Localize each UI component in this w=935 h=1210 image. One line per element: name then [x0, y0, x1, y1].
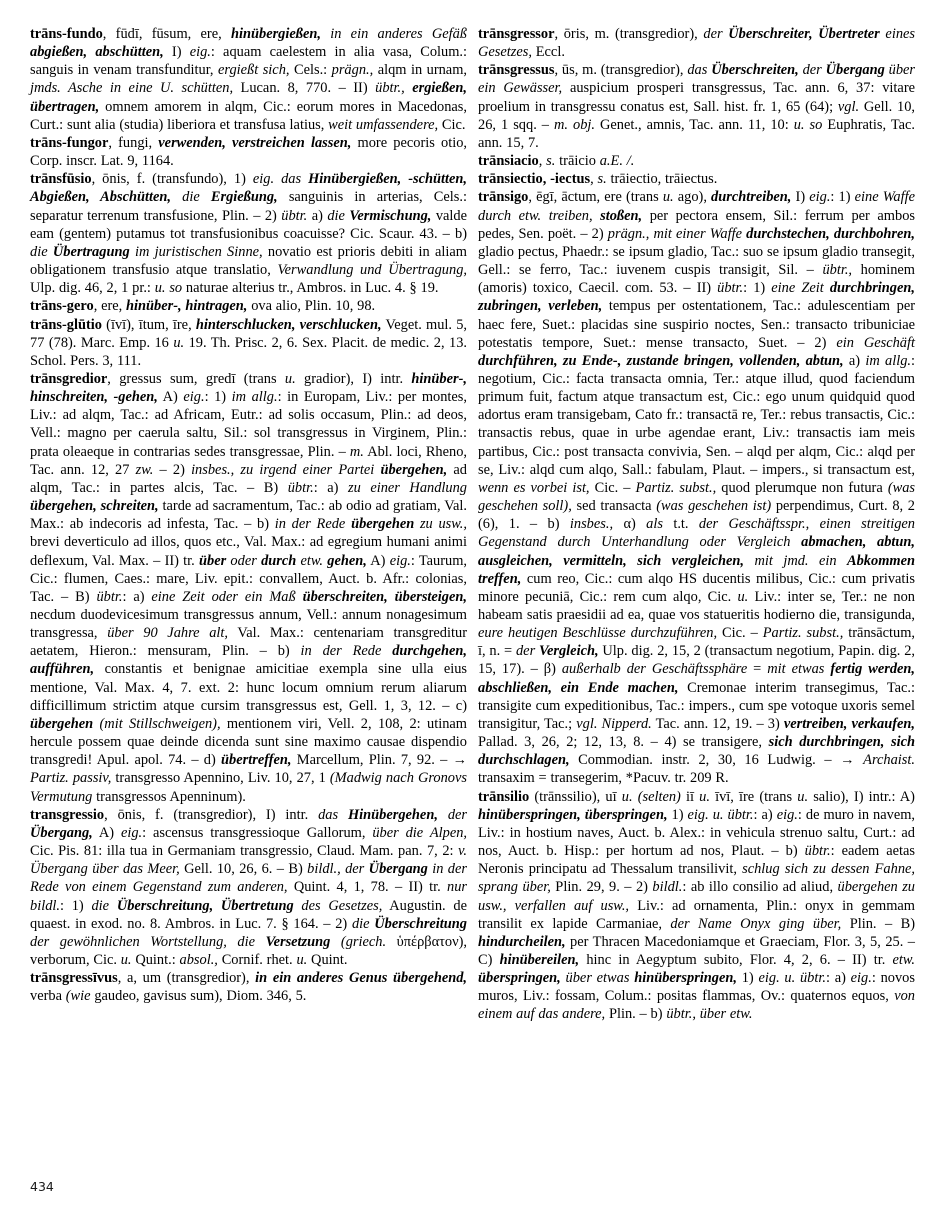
text-run: Plin. 29, 9. – 2)	[550, 879, 653, 896]
text-run: , fungi,	[108, 134, 159, 151]
headword: trānsgressīvus	[30, 970, 118, 987]
text-run: verwenden, verstreichen lassen,	[158, 134, 352, 151]
text-run: über etwas	[560, 970, 635, 987]
text-run: Cic. –	[717, 625, 763, 642]
text-run: quod plerumque non futura	[716, 479, 888, 496]
dictionary-entry-transiacio	[478, 152, 915, 170]
text-run: (was geschehen soll),	[478, 479, 919, 515]
text-run: Cic. Pis. 81: illa tua in Germaniam transgressio, Claud. Mam. pan. 7, 2:	[30, 824, 471, 860]
text-run: in der Rede	[274, 516, 352, 533]
headword: trānsilio	[478, 788, 530, 805]
text-run: u.	[737, 588, 749, 605]
text-run: : novos muros, Liv.: fossam, Colum.: positas flammas, Ov.: quaternos equos,	[478, 970, 919, 1005]
text-run: Augustin. de quaest. in exod. no. 8. Ambros. in Luc. 7. § 164. – 2)	[30, 897, 471, 932]
text-run: prägn.,	[331, 62, 374, 79]
text-run: , fūdī, fūsum, ere,	[102, 26, 231, 42]
text-run: übergehen zu usw., verfallen auf usw.,	[478, 879, 919, 914]
text-run: naturae alterius tr., Ambros. in Luc. 4. § 19.	[182, 280, 439, 297]
text-run: ad alqm, Tac.: in partes alcis, Tac. – B)	[30, 461, 471, 496]
text-run: durchführen, zu Ende-, zustande bringen, vollenden, abtun,	[478, 352, 844, 369]
text-run: hinüberspringen, überspringen,	[478, 806, 668, 823]
text-run: α)	[613, 516, 647, 533]
text-run: brevi deverticulo ad illos, quos etc., Val. Max.: ad egregium humani animi deflexum, Val. Max. – II) tr.	[30, 516, 471, 569]
text-run: , ūs, m. (transgredior),	[554, 62, 688, 79]
text-run: : eadem aetas Neronis principatu ad Thessalum transilivit,	[478, 843, 919, 878]
text-run: Ulp. dig. 46, 2, 1 pr.:	[30, 262, 471, 297]
text-run: 1)	[667, 806, 688, 823]
text-run: trānsāctum, ī, n. =	[478, 625, 919, 660]
text-run: a)	[307, 207, 328, 224]
text-run: Plin. – b)	[605, 1006, 667, 1023]
text-run: ova alio, Plin. 10, 98.	[247, 298, 376, 315]
text-run: insbes.,	[569, 516, 614, 533]
dictionary-entry-transgredior	[30, 370, 471, 806]
text-run: Gell. 10, 26, 1 sqq. –	[478, 98, 919, 133]
text-run: überschreiten, übersteigen,	[302, 588, 467, 605]
text-run: eig. u. übtr.	[758, 970, 826, 987]
dictionary-entry-trans-fundo	[30, 25, 471, 134]
text-run: übtr.	[804, 843, 831, 860]
text-run: Partiz. subst.,	[635, 479, 717, 496]
text-run: zw.	[135, 461, 154, 478]
text-run: eine Waffe durch etw. treiben,	[478, 189, 919, 224]
text-run: zu usw.,	[414, 516, 468, 533]
text-run: salio), I) intr.: A)	[808, 788, 919, 805]
dictionary-entry-transgressio	[30, 806, 471, 969]
text-run: verba	[30, 970, 471, 1005]
text-run: hinüber-, hinschreiten, -gehen,	[30, 370, 471, 406]
text-run: (īvī), ītum, īre,	[101, 316, 196, 333]
text-run: übergehen	[30, 715, 94, 732]
text-run: trāicio	[555, 153, 600, 170]
text-run: vgl. Nipperd.	[576, 715, 652, 732]
text-run: eine Zeit oder ein Maß	[151, 588, 303, 605]
text-run: fertig werden, abschließen, ein Ende machen,	[478, 661, 919, 696]
dictionary-entry-trans-gero	[30, 297, 467, 315]
text-run: eig.	[850, 970, 872, 987]
text-run: Tac. ann. 12, 19. – 3)	[651, 715, 784, 732]
text-run: : 1)	[830, 189, 855, 206]
text-run: nur bildl.	[30, 879, 471, 914]
text-run: A)	[157, 389, 184, 406]
text-run: außerhalb der Geschäftssphäre	[561, 661, 748, 678]
text-run: als	[646, 516, 663, 533]
text-run: : 1)	[204, 389, 232, 406]
text-run: Plin. – B)	[841, 915, 919, 932]
text-run: schlug sich zu dessen Fahne, sprang über,	[478, 861, 919, 896]
text-run: v. Übergang über das Meer,	[30, 843, 471, 878]
text-run: eig.	[120, 824, 143, 841]
text-run: übtr.	[717, 280, 744, 297]
text-run: : negotium, Cic.: facta transacta omnia, Ter.: atque illud, quod faciendum primum fuit, factum atque transactum est, Cic.: ego unum quidquid quod adortus eram transigebam, Cato fr.: transactā re, Ter.: rebus transactis, Cic.: transactis rebus, quae in urbe agendae erant, Liv.: transactis iam meis partibus, Cic.: post transacta convivia, Sen. – alqd per alqm, Cic.: alqd per se, Liv.: alqd cum alqo, Sall.: fabulam, Plaut. – impers., si transactum est,	[478, 352, 919, 478]
text-run: Eccl.	[531, 44, 565, 61]
text-run: übtr.	[96, 588, 123, 605]
text-run: : a)	[753, 806, 777, 823]
text-run: , ōris, m. (transgredior),	[554, 26, 704, 42]
text-run: gladio pectus, Phaedr.: se ipsum gladio, Tac.: suo se ipsum gladio transegit, Gell.: se ferro, Tac.: iuvenem cuspis transigit, Sil. –	[478, 225, 919, 279]
text-run: (trānssilio), uī	[529, 788, 622, 805]
text-run: , gressus sum, gredī (trans	[107, 370, 285, 387]
text-run: abgießen, abschütten,	[30, 44, 164, 61]
text-run: Cornif. rhet.	[217, 951, 297, 968]
text-run: cum reo, Cic.: cum alqo HS ducentis milibus, Cic.: cum privatis minore pecuniā, Cic.: rem cum alqo, Cic.	[478, 570, 919, 605]
right-column	[478, 25, 919, 1024]
text-run: Marcellum, Plin. 7, 92. – →	[291, 752, 471, 769]
text-run: der	[798, 62, 826, 79]
dictionary-entry-transfusio	[30, 170, 471, 297]
headword: trānsiectio, -iectus	[478, 171, 591, 188]
text-run: der Name Onyx ging über,	[670, 915, 842, 932]
text-run: Ulp. dig. 2, 15, 2 (transactum negotium, Papin. dig. 2, 15, 17). – β)	[478, 643, 919, 678]
text-run: Veget. mul. 5, 77 (78). Marc. Emp. 16	[30, 316, 471, 351]
text-run: Val. Max.: centenariam transgreditur aetatem, Hieron.: mensuram, Plin. – b)	[30, 625, 471, 660]
headword: trāns-gero	[30, 298, 94, 315]
text-run: Übergang	[825, 62, 885, 79]
text-run: hinüberspringen,	[634, 970, 737, 987]
text-run: der	[703, 26, 729, 42]
headword: transgressio	[30, 806, 105, 823]
text-run: (griech.	[330, 933, 387, 950]
dictionary-entry-transigo	[478, 188, 919, 787]
text-run: īvī, īre (trans	[709, 788, 798, 805]
headword: trānsgressor	[478, 26, 555, 42]
text-run: transaxim = transegerim, *Pacuv. tr. 209 R.	[478, 752, 919, 787]
text-run: eig. u. übtr.	[687, 806, 754, 823]
text-run: (Madwig nach Gronovs Vermutung	[30, 770, 471, 805]
headword: trānsiacio	[478, 153, 539, 170]
text-run: hindurcheilen,	[478, 933, 566, 950]
text-run: Archaist.	[863, 752, 915, 769]
text-run: stoßen,	[600, 207, 643, 224]
text-run: Partiz. passiv,	[30, 770, 112, 787]
text-run: zu einer Handlung	[347, 479, 471, 496]
text-run: A)	[366, 552, 390, 569]
text-run: hinc in Aegyptum subito, Flor. 4, 2, 6. – II) tr.	[579, 951, 893, 968]
text-run: in der Rede	[300, 643, 393, 660]
text-run: eig. das	[252, 171, 309, 188]
text-run: u.	[120, 951, 132, 968]
text-run: im allg.	[865, 352, 911, 369]
text-run: ein Geschäft	[836, 334, 919, 351]
text-run: ὑπέρβατον), verborum, Cic.	[30, 933, 471, 968]
headword: trānsgressus	[478, 62, 555, 79]
text-run: hinüber-, hintragen,	[126, 298, 248, 315]
dictionary-entry-transgressivus	[30, 969, 471, 1005]
text-run: das	[318, 806, 348, 823]
text-run: jmds. Asche in eine U. schütten,	[30, 80, 234, 97]
text-run: mit jmd. ein	[744, 552, 848, 569]
text-run: Cic. –	[589, 479, 636, 496]
text-run: =	[747, 661, 768, 678]
text-run: Übergang,	[30, 824, 93, 841]
text-run: u.	[699, 788, 710, 805]
text-run: 19. Th. Prisc. 2, 6. Sex. Placit. de medic. 2, 13. Schol. Pers. 3, 111.	[30, 334, 471, 369]
text-run: übtr.	[287, 479, 314, 496]
text-run: , a, um (transgredior),	[117, 970, 256, 987]
text-run: der	[437, 806, 471, 823]
text-run: Übergang	[368, 861, 428, 878]
text-run: : ascensus transgressioque Gallorum,	[142, 824, 373, 841]
headword: trāns-fundo	[30, 26, 103, 42]
headword: trānsgredior	[30, 370, 108, 387]
text-run: m.	[349, 443, 364, 460]
text-run: eig.	[189, 44, 211, 61]
text-run: hinterschlucken, verschlucken,	[195, 316, 382, 333]
text-run: Cremonae interim transegimus, Tac.: transigite cum expeditionibus, Tac.: impers., cum spe votoque uxoris semel transigitur, Tac.;	[478, 679, 919, 732]
dictionary-entry-transiectio	[478, 170, 915, 188]
text-run: überspringen,	[478, 970, 561, 987]
text-run: u.	[296, 951, 308, 968]
text-run: ergießt sich,	[218, 62, 290, 79]
text-run: hinübergießen,	[230, 26, 321, 42]
text-run: : a)	[313, 479, 348, 496]
text-run: transgressos Apenninum).	[92, 788, 246, 805]
text-run: über die Alpen,	[372, 824, 467, 841]
text-run: der	[515, 643, 539, 660]
text-run: durchbringen, zubringen, verleben,	[478, 280, 919, 315]
text-run: übtr.	[281, 207, 308, 224]
text-run: übtr.,	[822, 262, 853, 279]
text-run: s.	[546, 153, 556, 170]
text-run: durchstechen, durchbohren,	[746, 225, 915, 242]
text-run: trāiectio, trāiectus.	[606, 171, 718, 188]
text-run: t.t.	[662, 516, 699, 533]
text-run: ,	[538, 153, 547, 170]
headword: trāns-fungor	[30, 134, 109, 151]
text-run: : 1)	[59, 897, 92, 914]
text-run: durchgehen, aufführen,	[30, 643, 471, 678]
text-run: tarde ad sacramentum, Tac.: ab odio ad gratiam, Val. Max.: ab indecoris ad infesta, Tac. – b)	[30, 498, 471, 533]
left-column	[30, 25, 471, 1024]
text-run: übertreffen,	[221, 752, 292, 769]
text-run: Liv.: inter se, Ter.: ne non habeam satis praesidii ad ea, quae vos statueritis hodierno die, transigunda,	[478, 588, 919, 623]
text-run: im juristischen Sinne,	[129, 243, 263, 260]
text-run: Cels.:	[289, 62, 332, 79]
text-run: (mit Stillschweigen),	[93, 715, 221, 732]
text-run: vertreiben, verkaufen,	[783, 715, 916, 732]
text-run: eig.	[809, 189, 831, 206]
text-run: ago),	[673, 189, 712, 206]
dictionary-entry-transgressor	[478, 25, 919, 61]
text-run: Commodian. instr. 2, 30, 16 Ludwig. – →	[569, 752, 864, 769]
text-run: in ein anderes Gefäß	[320, 26, 471, 42]
text-run: übtr., über etw.	[666, 1006, 753, 1023]
text-run: ergießen, übertragen,	[30, 80, 471, 115]
text-run: die	[170, 189, 211, 206]
text-run: Vermischung,	[349, 207, 432, 224]
text-run: über 90 Jahre alt,	[107, 625, 228, 642]
text-run: weit umfassendere,	[328, 116, 439, 133]
text-run: Übertragung	[52, 243, 130, 260]
text-run: gradior), I) intr.	[295, 370, 412, 387]
text-run: ,	[590, 171, 598, 188]
text-run: u.	[662, 189, 674, 206]
text-run: perpendimus, Curt. 8, 2 (6), 1. – b)	[478, 498, 919, 533]
text-run: durch	[261, 552, 297, 569]
text-run: u. so	[154, 280, 183, 297]
text-run: , ēgī, āctum, ere (trans	[528, 189, 663, 206]
text-run: Hinübergehen,	[347, 806, 438, 823]
text-run: eig.	[776, 806, 798, 823]
text-run: : 1)	[743, 280, 772, 297]
text-run: m. obj.	[554, 116, 596, 133]
text-run: A)	[92, 824, 121, 841]
text-run: I)	[791, 189, 810, 206]
text-run: I)	[163, 44, 190, 61]
text-run: absol.,	[179, 951, 218, 968]
text-run: Überschreiten,	[711, 62, 799, 79]
dictionary-entry-transilio	[478, 788, 919, 1024]
text-run: über ein Gewässer,	[478, 62, 919, 97]
text-run: die	[351, 915, 375, 932]
text-run: tempus per ostentationem, Tac.: adulescentiam per haec fere, Suet.: placidas sine suspirio noctes, Sen.: transacto tribuniciae potestatis tempore, Suet.: mense transacto, Suet. – 2)	[478, 298, 919, 351]
text-run: Cic.	[438, 116, 466, 133]
text-run: : ab illo consilio ad aliud,	[682, 879, 838, 896]
text-run: Quint.	[307, 951, 348, 968]
text-run: constantis et benignae amicitiae exempla sine ulla eius mentione, Val. Max. 4, 7. ext. 2: hunc locum omnium rerum aliarum difficillimum strictim atque cursim transgressus est, Gell. 1, 3, 12. – c)	[30, 661, 471, 714]
text-run: : de muro in navem, Liv.: in hostium naves, Auct. b. Alex.: in vehicula strenuo saltu, Curt.: ad nos, Auct. b. Hisp.: per hortum ad nos, Plaut. – b)	[478, 806, 919, 860]
text-run: etw.	[296, 552, 328, 569]
text-run: (was geschehen ist)	[656, 498, 772, 515]
text-run: die	[327, 207, 350, 224]
text-run: , ere,	[93, 298, 127, 315]
text-run: , ōnis, f. (transfundo), 1)	[91, 171, 253, 188]
text-run: der gewöhnlichen Wortstellung, die	[30, 915, 471, 950]
text-run: eure heutigen Beschlüsse durchzuführen,	[478, 625, 718, 642]
text-run: sich durchbringen, sich durchschlagen,	[478, 734, 919, 769]
text-run: etw.	[892, 951, 919, 968]
text-run: (wie	[65, 988, 91, 1005]
text-run: eig.	[389, 552, 411, 569]
text-run: das	[687, 62, 712, 79]
text-run: 1)	[736, 970, 759, 987]
text-run: der Geschäftsspr., einen streitigen Gegenstand durch Unterhandlung oder Vergleich	[478, 516, 919, 551]
text-run: : aquam caelestem in alia vasa, Colum.: sanguis in venam transfunditur,	[30, 44, 471, 79]
text-run: more pecoris otio, Corp. inscr. Lat. 9, 1164.	[30, 134, 471, 170]
page-number: 434	[30, 1179, 54, 1194]
text-run: necdum duodevicesimum transgressus annum, Vell.: annum nonagesimum transgressa,	[30, 588, 471, 642]
text-run: von einem auf das andere,	[478, 988, 919, 1023]
headword: trāns-glūtio	[30, 316, 102, 333]
text-run: eig.	[183, 389, 205, 406]
text-run: per Thracen Macedoniamque et Graeciam, Flor. 3, 5, 25. – C)	[478, 933, 919, 968]
text-run: transgresso Apennino, Liv. 10, 27, 1	[111, 770, 330, 787]
text-run: wenn es vorbei ist,	[478, 479, 590, 496]
text-run: : in Europam, Liv.: per montes, Liv.: ad alqm, Tac.: ad Africam, Eutr.: ad solis occasum, Plin.: ad deos, Vell.: magno per caerula saltu, Sil.: sol transgressus in Virginem, Plin.: prata oleaeque in contrarias sedes transgressae, Plin. –	[30, 389, 471, 460]
text-run: u.	[797, 788, 809, 805]
text-run: Abkommen treffen,	[478, 552, 919, 587]
text-run: Abl. loci, Rheno, Tac. ann. 12, 27	[30, 443, 471, 478]
text-run: eine Zeit	[771, 280, 830, 297]
text-run: Ergießung,	[210, 189, 278, 206]
text-run: Euphratis, Tac. ann. 15, 7.	[478, 116, 919, 151]
text-run: prägn., mit einer Waffe	[607, 225, 747, 242]
dictionary-entry-trans-glutio	[30, 316, 471, 370]
text-run: Gell. 10, 26, 6. – B)	[179, 861, 308, 878]
text-run: Überschreitung	[374, 915, 468, 932]
headword: trānsfūsio	[30, 171, 92, 188]
text-run: auspicium prosperi transgressus, Tac. ann. 6, 37: vitare proelium in transgressu conatus est, Sall. hist. fr. 1, 65 (64);	[478, 80, 919, 115]
text-run: sanguinis in arterias, Cels.: separatur terrenum transfusione, Plin. – 2)	[30, 189, 471, 224]
text-run: alqm in urnam,	[373, 62, 471, 79]
text-run: a.E. /.	[599, 153, 635, 170]
text-run: durchtreiben,	[711, 189, 792, 206]
text-columns	[30, 25, 919, 1024]
text-run: : Taurum, Cic.: flumen, Caes.: mare, Liv. epit.: convallem, Auct. b. Afr.: colonias, Tac. – B)	[30, 552, 471, 605]
dictionary-entry-trans-fungor	[30, 134, 471, 170]
text-run: hominem (amoris) toxico, Caecil. com. 53. – II)	[478, 262, 919, 297]
text-run: Lucan. 8, 770. – II)	[233, 80, 376, 97]
text-run: Liv.: ad ornamenta, Plin.: onyx in gemmam transilit ex lapide Carmaniae,	[478, 897, 919, 932]
text-run: bildl., der	[307, 861, 369, 878]
text-run: mit etwas	[767, 661, 831, 678]
text-run: Quint.:	[131, 951, 180, 968]
text-run: Partiz. subst.,	[762, 625, 844, 642]
text-run: Hinübergießen, -schütten, Abgießen, Abschütten,	[30, 171, 471, 206]
text-run: Versetzung	[265, 933, 331, 950]
text-run: übergehen	[351, 516, 415, 533]
text-run: übtr.,	[375, 80, 405, 97]
text-run: valde eam (gentem) putamus tot transfusionibus coacuisse? Cic. Scaur. 43. – b)	[30, 207, 471, 242]
text-run: Genet., amnis, Tac. ann. 11, 10:	[595, 116, 794, 133]
dictionary-entry-transgressus	[478, 61, 919, 152]
text-run: : a)	[825, 970, 851, 987]
text-run: Überschreitung, Übertretung	[116, 897, 294, 914]
text-run: hinübereilen,	[499, 951, 580, 968]
text-run: übergehen, schreiten,	[30, 498, 159, 515]
text-run: oder	[226, 552, 262, 569]
text-run: novatio est prioris debiti in aliam obligationem transfusio atque translatio,	[30, 243, 471, 279]
text-run: gaudeo, gavisus sum), Diom. 346, 5.	[90, 988, 307, 1005]
text-run: Pallad. 3, 26, 2; 12, 13, 8. – 4) se transigere,	[478, 715, 919, 751]
text-run: u. (selten)	[621, 788, 681, 805]
text-run: Vergleich,	[539, 643, 599, 660]
text-run: insbes., zu irgend einer Partei	[191, 461, 381, 478]
text-run: u.	[173, 334, 185, 351]
text-run: in ein anderes Genus übergehend,	[255, 970, 468, 987]
text-run: übergehen,	[380, 461, 448, 478]
text-run: gehen,	[327, 552, 367, 569]
text-run: a)	[843, 352, 866, 369]
text-run: sed transacta	[571, 498, 657, 515]
text-run: u.	[284, 370, 296, 387]
text-run: über	[199, 552, 227, 569]
text-run: u. so	[793, 116, 823, 133]
text-run: Überschreiter, Übertreter	[728, 26, 880, 42]
text-run: iī	[680, 788, 700, 805]
text-run: bildl.	[652, 879, 683, 896]
text-run: s.	[597, 171, 607, 188]
text-run: per pectora ensem, Sil.: ferrum per ambos pedes, Sen. poët. – 2)	[478, 207, 919, 242]
text-run: mentionem viri, Vell. 2, 108, 2: utinam hercule possem quae deinde dicenda sunt sine maximo causae dispendio transgredi! Apul. apol. 74. – d)	[30, 715, 471, 769]
text-run: im allg.	[231, 389, 278, 406]
headword: trānsigo	[478, 189, 529, 206]
text-run: : a)	[122, 588, 152, 605]
text-run: abmachen, abtun, ausgleichen, vermitteln, sich vergleichen,	[478, 534, 919, 569]
text-run: des Gesetzes,	[293, 897, 383, 914]
text-run: omnem amorem in alqm, Cic.: eorum mores in Macedonas, Curt.: sunt alia (studia) liberiora et transfusa latius,	[30, 98, 471, 133]
text-run: die	[91, 897, 117, 914]
text-run: in der Rede von einem Gegenstand zum anderen,	[30, 861, 471, 896]
text-run: Verwandlung und Übertragung,	[277, 262, 467, 279]
text-run: , ōnis, f. (transgredior), I) intr.	[104, 806, 319, 823]
text-run: Quint. 4, 1, 78. – II) tr.	[287, 879, 448, 896]
text-run: eines Gesetzes,	[478, 26, 919, 61]
text-run: die	[30, 243, 53, 260]
text-run: – 2)	[153, 461, 192, 478]
text-run: vgl.	[837, 98, 860, 115]
